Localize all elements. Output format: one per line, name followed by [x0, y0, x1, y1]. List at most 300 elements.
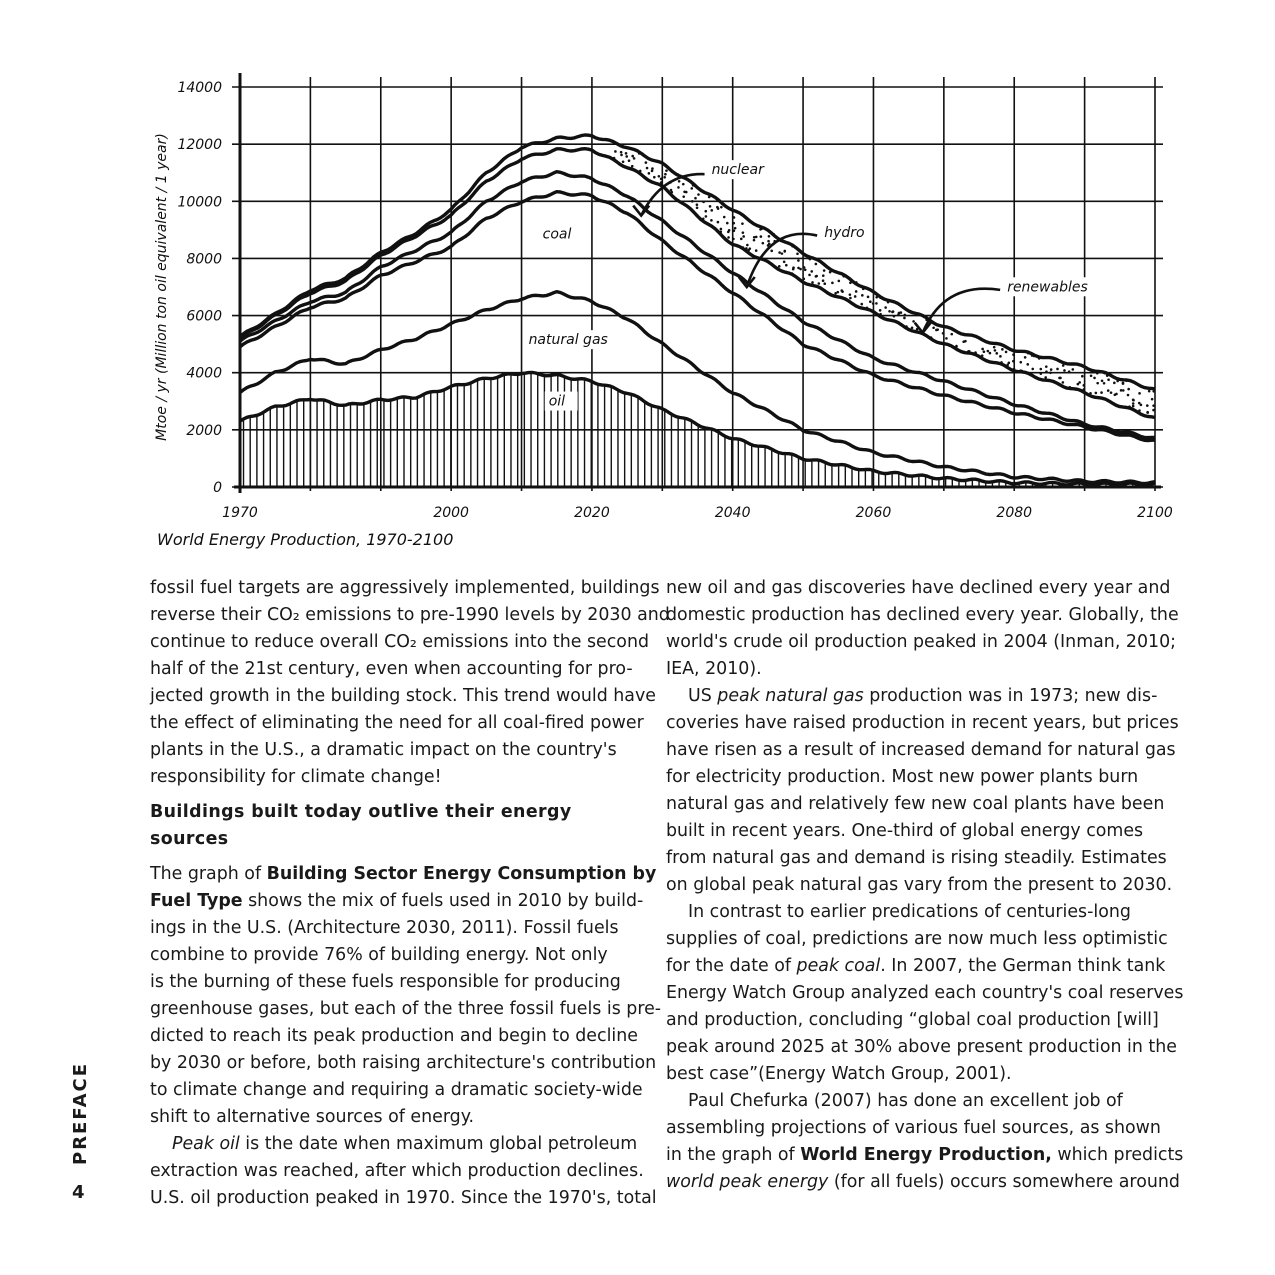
- stipple-dot: [1020, 370, 1023, 373]
- stipple-dot: [1146, 411, 1149, 414]
- rp3-pre: for the date of: [666, 956, 797, 976]
- y-tick-label: 10000: [177, 194, 222, 211]
- stipple-dot: [831, 282, 834, 285]
- right-paragraph-2: [666, 683, 1179, 899]
- rp4-lines: [666, 1088, 1163, 1142]
- stipple-dot: [919, 313, 922, 316]
- para2-lead: The graph of: [150, 864, 267, 884]
- stipple-dot: [1027, 352, 1030, 355]
- section-heading: Buildings built today outlive their energy sources: [150, 802, 572, 849]
- stipple-dot: [1050, 368, 1053, 371]
- stipple-dot: [651, 167, 654, 170]
- stipple-dot: [631, 165, 634, 168]
- stipple-dot: [999, 355, 1002, 358]
- stipple-dot: [677, 186, 680, 189]
- stipple-dot: [911, 326, 914, 329]
- stipple-dot: [1148, 390, 1151, 393]
- stipple-dot: [1006, 363, 1009, 366]
- rp4-post: which predicts: [1051, 1145, 1184, 1165]
- stipple-dot: [759, 228, 762, 231]
- left-paragraph-3: [150, 1131, 657, 1212]
- stipple-dot: [639, 170, 642, 173]
- stipple-dot: [866, 306, 869, 309]
- text-line: dicted to reach its peak production and begin to decline: [150, 1026, 638, 1046]
- stipple-dot: [842, 275, 845, 278]
- stipple-dot: [942, 332, 945, 335]
- stipple-dot: [755, 249, 758, 252]
- stipple-dot: [732, 238, 735, 241]
- stipple-dot: [646, 167, 649, 170]
- stipple-dot: [818, 282, 821, 285]
- stipple-dot: [1045, 365, 1048, 368]
- x-tick-label: 2020: [574, 505, 610, 521]
- stipple-dot: [781, 252, 784, 255]
- text-line: greenhouse gases, but each of the three fossil fuels is pre-: [150, 999, 662, 1019]
- text-line: fossil fuel targets are aggressively implemented, buildings: [150, 578, 660, 598]
- text-line: from natural gas and demand is rising steadily. Estimates: [666, 848, 1167, 868]
- stipple-dot: [625, 152, 628, 155]
- stipple-dot: [762, 242, 765, 245]
- stipple-dot: [888, 310, 891, 313]
- stipple-dot: [710, 219, 713, 222]
- stipple-dot: [855, 281, 858, 284]
- stipple-dot: [678, 180, 681, 183]
- stipple-dot: [694, 197, 697, 200]
- left-column: [150, 575, 670, 1212]
- stipple-dot: [1045, 370, 1048, 373]
- stipple-dot: [867, 296, 870, 299]
- stipple-dot: [879, 296, 882, 299]
- stipple-dot: [709, 205, 712, 208]
- stipple-dot: [726, 222, 729, 225]
- stipple-dot: [904, 314, 907, 317]
- chart-title: World Energy Production, 1970-2100: [157, 530, 454, 549]
- oil-label: oil: [548, 393, 566, 410]
- stipple-dot: [840, 289, 843, 292]
- stipple-dot: [950, 333, 953, 336]
- stipple-dot: [994, 349, 997, 352]
- stipple-dot: [760, 235, 763, 238]
- stipple-dot: [714, 227, 717, 230]
- stipple-dot: [620, 154, 623, 157]
- stipple-dot: [861, 294, 864, 297]
- text-line: domestic production has declined every year. Globally, the: [666, 605, 1179, 625]
- stipple-dot: [955, 346, 958, 349]
- stipple-dot: [822, 274, 825, 277]
- stipple-dot: [1038, 357, 1041, 360]
- stipple-dot: [717, 221, 720, 224]
- stipple-dot: [1000, 361, 1003, 364]
- y-axis-label: Mtoe / yr (Million ton oil equivalent / 1 year): [154, 133, 170, 441]
- stipple-dot: [742, 246, 745, 249]
- stipple-dot: [702, 217, 705, 220]
- stipple-dot: [665, 169, 668, 172]
- nuclear-label: nuclear: [711, 162, 764, 179]
- stipple-dot: [1132, 399, 1135, 402]
- stipple-dot: [810, 270, 813, 273]
- text-line: U.S. oil production peaked in 1970. Since the 1970's, total: [150, 1188, 657, 1208]
- text-line: natural gas and relatively few new coal plants have been: [666, 794, 1165, 814]
- rp3-lines-b: [666, 980, 1184, 1088]
- text-line: to climate change and requiring a dramatic society-wide: [150, 1080, 643, 1100]
- stipple-dot: [879, 313, 882, 316]
- text-line: shift to alternative sources of energy.: [150, 1107, 475, 1127]
- stipple-dot: [641, 152, 644, 155]
- stipple-dot: [648, 172, 651, 175]
- rp4-last-line: [666, 1169, 1180, 1196]
- stipple-dot: [622, 160, 625, 163]
- stipple-dot: [862, 288, 865, 291]
- stipple-dot: [995, 352, 998, 355]
- stipple-dot: [772, 233, 775, 236]
- stipple-dot: [869, 300, 872, 303]
- stipple-dot: [1152, 390, 1155, 393]
- energy-production-chart: [140, 60, 1180, 560]
- natural-gas-label: natural gas: [528, 332, 608, 349]
- stipple-dot: [690, 187, 693, 190]
- stipple-dot: [1090, 374, 1093, 377]
- stipple-dot: [645, 161, 648, 164]
- peak-coal-term: peak coal: [796, 956, 881, 976]
- stipple-dot: [1107, 378, 1110, 381]
- para2-bold-title: Building Sector Energy Consumption by: [266, 864, 657, 884]
- rp4-last-rest: (for all fuels) occurs somewhere around: [828, 1172, 1180, 1192]
- stipple-dot: [663, 176, 666, 179]
- text-line: new oil and gas discoveries have declined every year and: [666, 578, 1171, 598]
- para2-first-line: [150, 861, 657, 888]
- stipple-dot: [1039, 368, 1042, 371]
- stipple-dot: [1138, 402, 1141, 405]
- stipple-dot: [660, 178, 663, 181]
- stipple-dot: [905, 325, 908, 328]
- text-line: Energy Watch Group analyzed each country's coal reserves: [666, 983, 1184, 1003]
- stipple-dot: [768, 235, 771, 238]
- text-line: peak around 2025 at 30% above present production in the: [666, 1037, 1177, 1057]
- stipple-dot: [1031, 368, 1034, 371]
- stipple-dot: [1074, 388, 1077, 391]
- stipple-dot: [964, 340, 967, 343]
- stipple-dot: [770, 250, 773, 253]
- stipple-dot: [704, 210, 707, 213]
- stipple-dot: [1095, 392, 1098, 395]
- text-line: coveries have raised production in recent years, but prices: [666, 713, 1179, 733]
- text-line: extraction was reached, after which production declines.: [150, 1161, 644, 1181]
- stipple-dot: [1019, 361, 1022, 364]
- stipple-dot: [753, 236, 756, 239]
- text-line: supplies of coal, predictions are now much less optimistic: [666, 929, 1168, 949]
- stipple-dot: [1005, 351, 1008, 354]
- stipple-dot: [797, 267, 800, 270]
- stipple-dot: [720, 230, 723, 233]
- stipple-dot: [1093, 377, 1096, 380]
- stipple-dot: [1062, 381, 1065, 384]
- right-paragraph-1: [666, 575, 1179, 683]
- para3-first-line: [150, 1131, 647, 1158]
- stipple-dot: [1024, 356, 1027, 359]
- stipple-dot: [1089, 392, 1092, 395]
- stipple-dot: [683, 190, 686, 193]
- y-tick-label: 12000: [177, 137, 222, 154]
- text-line: continue to reduce overall CO₂ emissions into the second: [150, 632, 650, 652]
- renewables-arrow: [923, 289, 1000, 333]
- stipple-dot: [614, 150, 617, 153]
- world-energy-production-ref: World Energy Production,: [800, 1145, 1052, 1165]
- y-tick-label: 8000: [186, 251, 222, 268]
- stipple-dot: [1083, 384, 1086, 387]
- y-tick-label: 4000: [186, 365, 222, 382]
- rp2-first-rest: production was in 1973; new dis-: [863, 686, 1158, 706]
- stipple-dot: [1120, 389, 1123, 392]
- stipple-dot: [1138, 409, 1141, 412]
- right-column: [666, 575, 1184, 1196]
- stipple-dot: [628, 159, 631, 162]
- section-side-label: PREFACE: [70, 1061, 91, 1165]
- stipple-dot: [987, 350, 990, 353]
- para2-bold-title-2: Fuel Type: [150, 891, 243, 911]
- text-line: world's crude oil production peaked in 2004 (Inman, 2010;: [666, 632, 1177, 652]
- stipple-dot: [734, 227, 737, 230]
- stipple-dot: [727, 236, 730, 239]
- x-tick-label: 2100: [1137, 505, 1173, 521]
- para3-first-rest: is the date when maximum global petroleum: [239, 1134, 638, 1154]
- stipple-dot: [631, 155, 634, 158]
- chart-svg: [140, 60, 1180, 560]
- text-line: Paul Chefurka (2007) has done an excellent job of: [688, 1091, 1123, 1111]
- stipple-dot: [872, 302, 875, 305]
- stipple-dot: [945, 337, 948, 340]
- text-line: reverse their CO₂ emissions to pre-1990 levels by 2030 and: [150, 605, 670, 625]
- stipple-dot: [1103, 382, 1106, 385]
- text-line: on global peak natural gas vary from the present to 2030.: [666, 875, 1173, 895]
- stipple-dot: [930, 336, 933, 339]
- stipple-dot: [804, 254, 807, 257]
- stipple-dot: [1132, 405, 1135, 408]
- x-tick-label: 2060: [855, 505, 892, 521]
- rp4-pre: in the graph of: [666, 1145, 801, 1165]
- stipple-dot: [1081, 375, 1084, 378]
- stipple-dot: [625, 155, 628, 158]
- stipple-dot: [1062, 364, 1065, 367]
- rp2-lines: [666, 710, 1179, 899]
- stipple-dot: [638, 152, 641, 155]
- rp2-lead: US: [688, 686, 718, 706]
- stipple-dot: [783, 250, 786, 253]
- stipple-dot: [809, 258, 812, 261]
- stipple-dot: [838, 280, 841, 283]
- stipple-dot: [837, 291, 840, 294]
- stipple-dot: [875, 302, 878, 305]
- stipple-dot: [1013, 368, 1016, 371]
- stipple-dot: [696, 206, 699, 209]
- x-tick-label: 1970: [222, 505, 258, 521]
- stipple-dot: [804, 268, 807, 271]
- stipple-dot: [811, 281, 814, 284]
- stipple-dot: [803, 266, 806, 269]
- stipple-dot: [893, 315, 896, 318]
- stipple-dot: [808, 274, 811, 277]
- rp3-lines-a: [666, 899, 1168, 953]
- stipple-dot: [797, 259, 800, 262]
- stipple-dot: [849, 297, 852, 300]
- world-peak-energy-term: world peak energy: [666, 1172, 829, 1192]
- stipple-dot: [1101, 380, 1104, 383]
- stipple-dot: [613, 157, 616, 160]
- stipple-dot: [1138, 392, 1141, 395]
- stipple-dot: [791, 245, 794, 248]
- stipple-dot: [1033, 355, 1036, 358]
- x-tick-label: 2080: [996, 505, 1033, 521]
- stipple-dot: [733, 216, 736, 219]
- stipple-dot: [1116, 380, 1119, 383]
- stipple-dot: [854, 295, 857, 298]
- stipple-dot: [887, 301, 890, 304]
- stipple-dot: [702, 201, 705, 204]
- stipple-dot: [708, 196, 711, 199]
- stipple-dot: [796, 252, 799, 255]
- stipple-dot: [745, 247, 748, 250]
- stipple-dot: [785, 264, 788, 267]
- stipple-dot: [1001, 348, 1004, 351]
- para2-rest: shows the mix of fuels used in 2010 by build-: [242, 891, 644, 911]
- para2-second-line: [150, 888, 647, 915]
- stipple-dot: [949, 344, 952, 347]
- stipple-dot: [746, 244, 749, 247]
- stipple-dot: [1122, 382, 1125, 385]
- stipple-dot: [823, 282, 826, 285]
- text-line: best case”(Energy Watch Group, 2001).: [666, 1064, 1012, 1084]
- stipple-dot: [1053, 380, 1056, 383]
- stipple-dot: [815, 263, 818, 266]
- stipple-dot: [720, 206, 723, 209]
- stipple-dot: [664, 173, 667, 176]
- stipple-dot: [1026, 363, 1029, 366]
- stipple-dot: [741, 222, 744, 225]
- stipple-dot: [697, 193, 700, 196]
- stipple-dot: [723, 216, 726, 219]
- y-tick-label: 14000: [177, 80, 222, 96]
- stipple-dot: [974, 352, 977, 355]
- stipple-dot: [822, 279, 825, 282]
- text-line: have risen as a result of increased demand for natural gas: [666, 740, 1176, 760]
- stipple-dot: [831, 269, 834, 272]
- text-line: responsibility for climate change!: [150, 767, 442, 787]
- stipple-dot: [1096, 372, 1099, 375]
- stipple-dot: [823, 269, 826, 272]
- text-line: ings in the U.S. (Architecture 2030, 2011). Fossil fuels: [150, 918, 619, 938]
- stipple-dot: [1077, 383, 1080, 386]
- stipple-dot: [1056, 368, 1059, 371]
- text-line: for electricity production. Most new power plants burn: [666, 767, 1139, 787]
- rp2-first-line: [666, 683, 1163, 710]
- stipple-dot: [1146, 404, 1149, 407]
- stipple-dot: [903, 317, 906, 320]
- stipple-dot: [1132, 402, 1135, 405]
- peak-oil-term: Peak oil: [172, 1134, 240, 1154]
- stipple-dot: [989, 352, 992, 355]
- stipple-dot: [682, 195, 685, 198]
- text-line: by 2030 or before, both raising architecture's contribution: [150, 1053, 657, 1073]
- stipple-dot: [993, 346, 996, 349]
- rp3-post: . In 2007, the German think tank: [880, 956, 1166, 976]
- stipple-dot: [1049, 372, 1052, 375]
- stipple-dot: [1012, 353, 1015, 356]
- stipple-dot: [829, 271, 832, 274]
- text-line: the effect of eliminating the need for all coal-fired power: [150, 713, 644, 733]
- stipple-dot: [875, 296, 878, 299]
- text-line: half of the 21st century, even when accounting for pro-: [150, 659, 633, 679]
- hydro-label: hydro: [824, 225, 865, 241]
- stipple-dot: [717, 207, 720, 210]
- stipple-dot: [1152, 404, 1155, 407]
- text-line: assembling projections of various fuel sources, as shown: [666, 1118, 1161, 1138]
- stipple-dot: [653, 176, 656, 179]
- stipple-dot: [747, 249, 750, 252]
- stipple-dot: [879, 309, 882, 312]
- text-line: combine to provide 76% of building energy. Not only: [150, 945, 608, 965]
- stipple-dot: [983, 350, 986, 353]
- y-tick-label: 6000: [186, 308, 222, 325]
- stipple-dot: [802, 278, 805, 281]
- text-line: is the burning of these fuels responsible for producing: [150, 972, 621, 992]
- stipple-dot: [981, 348, 984, 351]
- y-tick-label: 0: [213, 480, 222, 496]
- stipple-dot: [1058, 377, 1061, 380]
- text-line: built in recent years. One-third of global energy comes: [666, 821, 1144, 841]
- x-tick-label: 2000: [433, 505, 469, 521]
- stipple-dot: [732, 222, 735, 225]
- stipple-dot: [710, 209, 713, 212]
- stipple-dot: [620, 151, 623, 154]
- stipple-dot: [967, 350, 970, 353]
- stipple-dot: [988, 342, 991, 345]
- stipple-dot: [1083, 388, 1086, 391]
- stipple-dot: [897, 313, 900, 316]
- stipple-dot: [1127, 388, 1130, 391]
- stipple-dot: [1152, 409, 1155, 412]
- text-line: In contrast to earlier predications of centuries-long: [688, 902, 1131, 922]
- text-line: IEA, 2010).: [666, 659, 762, 679]
- stipple-dot: [855, 290, 858, 293]
- stipple-dot: [691, 200, 694, 203]
- stipple-dot: [778, 265, 781, 268]
- stipple-dot: [742, 231, 745, 234]
- stipple-dot: [884, 306, 887, 309]
- stipple-dot: [1103, 372, 1106, 375]
- stipple-dot: [676, 173, 679, 176]
- stipple-dot: [742, 235, 745, 238]
- stipple-dot: [1044, 376, 1047, 379]
- stipple-dot: [778, 251, 781, 254]
- stipple-dot: [1088, 368, 1091, 371]
- para2-lines: [150, 915, 662, 1131]
- stipple-dot: [1151, 398, 1154, 401]
- stipple-dot: [849, 293, 852, 296]
- stipple-dot: [892, 310, 895, 313]
- stipple-dot: [720, 228, 723, 231]
- stipple-dot: [1063, 369, 1066, 372]
- text-line: and production, concluding “global coal production [will]: [666, 1010, 1159, 1030]
- stipple-dot: [1128, 405, 1131, 408]
- left-paragraph-2: [150, 861, 662, 1131]
- para3-lines: [150, 1158, 657, 1212]
- stipple-dot: [1115, 393, 1118, 396]
- rp4-bold-line: [666, 1142, 1184, 1169]
- stipple-dot: [1040, 372, 1043, 375]
- stipple-dot: [783, 260, 786, 263]
- stipple-dot: [860, 303, 863, 306]
- right-paragraph-3: [666, 899, 1184, 1088]
- stipple-dot: [1106, 374, 1109, 377]
